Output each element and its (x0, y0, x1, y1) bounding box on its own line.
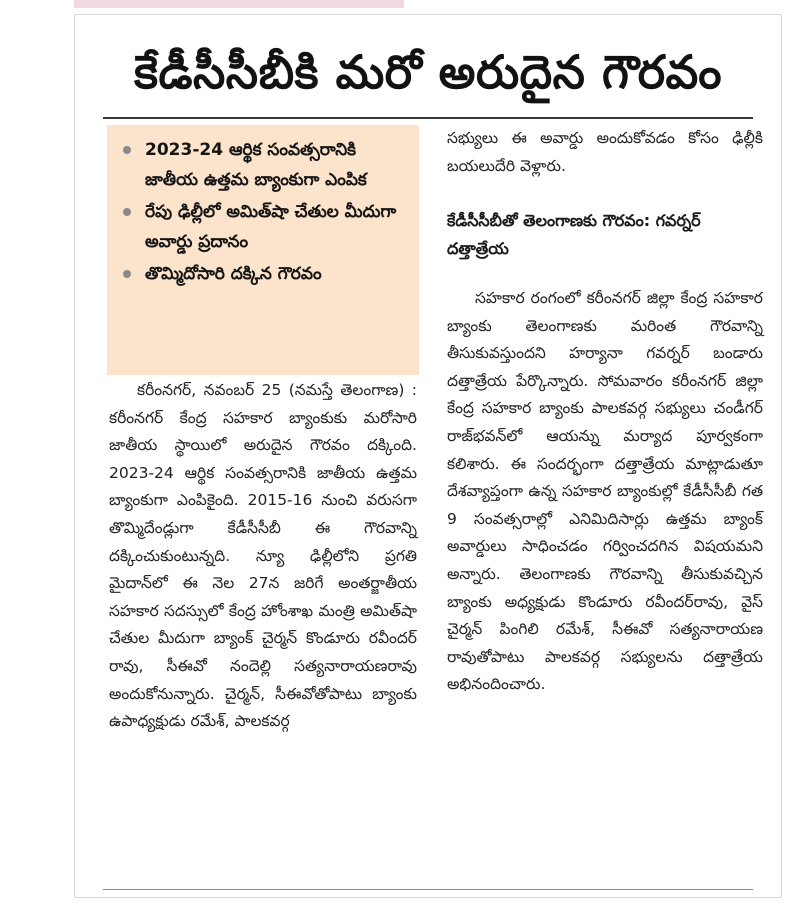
top-strip (74, 0, 404, 8)
right-column-top-paragraph: సభ్యులు ఈ అవార్డు అందుకోవడం కోసం ఢిల్లీకి బయలుదేరి వెళ్లారు. (447, 129, 763, 175)
left-column (109, 377, 417, 736)
bullet-icon (123, 270, 131, 278)
right-column-top (447, 125, 763, 180)
left-column-paragraph: కరీంనగర్, నవంబర్ 25 (నమస్తే తెలంగాణ) : కరీంనగర్ కేంద్ర సహకార బ్యాంకుకు మరోసారి జాతీయ స్థాయిలో అరుదైన గౌరవం దక్కింది. 2023-24 ఆర్థిక సంవత్సరానికి జాతీయ ఉత్తమ బ్యాంకుగా ఎంపికైంది. 2015-16 నుంచి వరుసగా తొమ్మిదేండ్లుగా కేడీసీసీబీ ఈ గౌరవాన్ని దక్కించుకుంటున్నది. న్యూ ఢిల్లీలోని ప్రగతి మైదాన్‌లో ఈ నెల 27న జరిగే అంతర్జాతీయ సహకార సదస్సులో కేంద్ర హోంశాఖ మంత్రి అమిత్‌షా చేతుల మీదుగా బ్యాంక్ చైర్మన్ కొండూరు రవీందర్ రావు, సీఈవో నందెల్లి సత్యనారాయణరావు అందుకోనున్నారు. చైర్మన్, సీఈవోతోపాటు బ్యాంకు ఉపాధ్యక్షుడు రమేశ్, పాలకవర్గ (109, 381, 417, 731)
highlight-text: 2023-24 ఆర్థిక సంవత్సరానికి జాతీయ ఉత్తమ బ్యాంకుగా ఎంపిక (145, 140, 367, 190)
article-subheading: కేడీసీసీబీతో తెలంగాణకు గౌరవం: గవర్నర్ దత్తాత్రేయ (447, 211, 701, 258)
highlight-text: తొమ్మిదోసారి దక్కిన గౌరవం (145, 264, 322, 284)
bottom-rule (103, 889, 753, 890)
highlight-item (121, 197, 409, 257)
highlight-text: రేపు ఢిల్లీలో అమిత్‌షా చేతుల మీదుగా అవార్డు ప్రదానం (145, 202, 397, 252)
highlight-item (121, 135, 409, 195)
newspaper-clipping (74, 14, 782, 898)
bullet-icon (123, 208, 131, 216)
right-column-paragraph: సహకార రంగంలో కరీంనగర్ జిల్లా కేంద్ర సహకార బ్యాంకు తెలంగాణకు మరింత గౌరవాన్ని తీసుకువస్తుందని హర్యానా గవర్నర్ బండారు దత్తాత్రేయ పేర్కొన్నారు. సోమవారం కరీంనగర్ జిల్లా కేంద్ర సహకార బ్యాంకు పాలకవర్గ సభ్యులు చండీగర్ రాజ్‌భవన్‌లో ఆయన్ను మర్యాద పూర్వకంగా కలిశారు. ఈ సందర్భంగా దత్తాత్రేయ మాట్లాడుతూ దేశవ్యాప్తంగా ఉన్న సహకార బ్యాంకుల్లో కేడీసీసీబీ గత 9 సంవత్సరాల్లో ఎనిమిదిసార్లు ఉత్తమ బ్యాంక్ అవార్డులు సాధించడం గర్వించదగిన విషయమని అన్నారు. తెలంగాణకు గౌరవాన్ని తీసుకువచ్చిన బ్యాంకు అధ్యక్షుడు కొండూరు రవీందర్‌రావు, వైస్ చైర్మన్ పింగిలి రమేశ్, సీఈవో సత్యనారాయణ రావుతోపాటు పాలకవర్గ సభ్యులను దత్తాత్రేయ అభినందించారు. (447, 289, 763, 694)
highlights-box (107, 125, 419, 375)
right-column (447, 285, 763, 699)
article-headline: కేడీసీసీబీకి మరో అరుదైన గౌరవం (133, 45, 723, 99)
highlight-item (121, 259, 409, 289)
bullet-icon (123, 146, 131, 154)
headline-rule (103, 117, 753, 119)
